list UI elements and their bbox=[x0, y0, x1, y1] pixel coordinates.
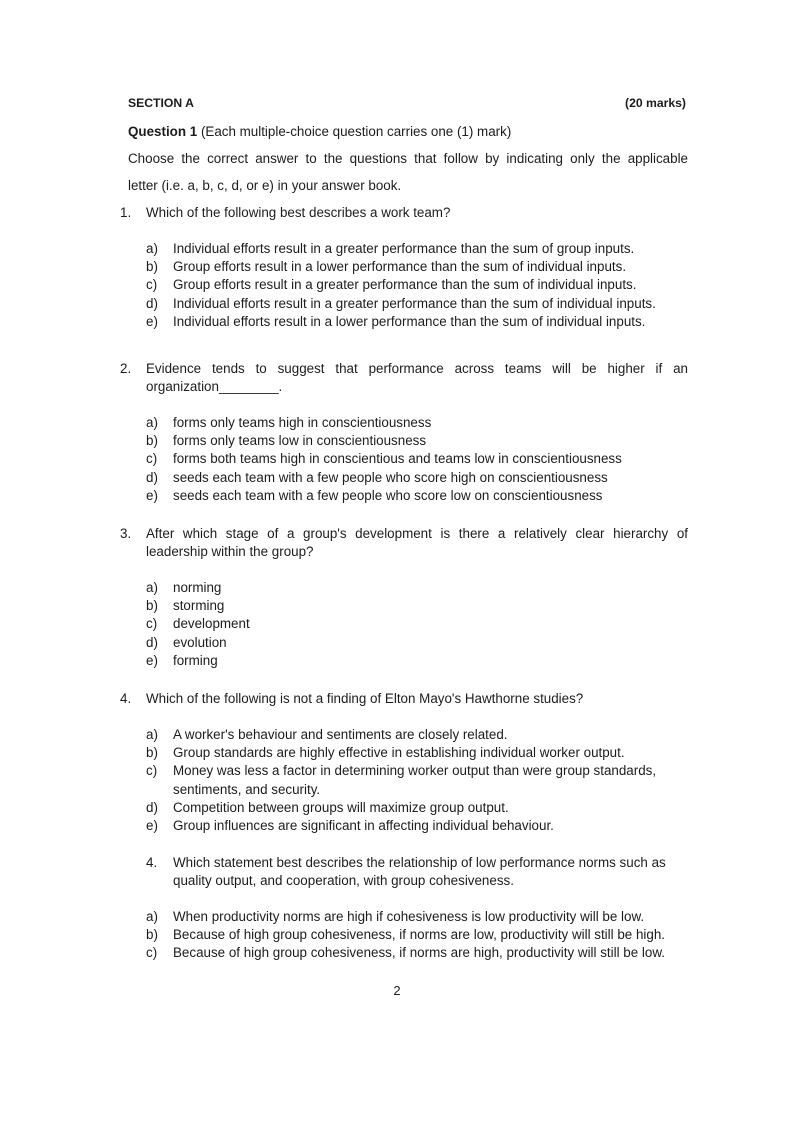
option-label: b) bbox=[146, 745, 158, 761]
option-list bbox=[146, 726, 688, 835]
option-label: d) bbox=[146, 634, 158, 650]
option-b bbox=[146, 597, 688, 615]
option-c bbox=[146, 450, 688, 468]
option-text: storming bbox=[173, 598, 225, 614]
question-stem: Which statement best describes the relationship of low performance norms such as quality output, and cooperation, with group cohesiveness. bbox=[173, 855, 666, 888]
option-text: Competition between groups will maximize group output. bbox=[173, 799, 509, 815]
option-d bbox=[146, 295, 688, 313]
option-label: a) bbox=[146, 580, 158, 595]
option-text: forms only teams low in conscientiousness bbox=[173, 433, 427, 449]
option-text: Group influences are significant in affecting individual behaviour. bbox=[173, 818, 554, 834]
option-text: Money was less a factor in determining worker output than were group standards, sentiments, and security. bbox=[173, 763, 657, 797]
option-text: A worker's behaviour and sentiments are closely related. bbox=[173, 727, 508, 742]
question-title-label: Question 1 bbox=[128, 124, 198, 139]
option-text: Individual efforts result in a greater performance than the sum of group inputs. bbox=[173, 241, 635, 256]
option-text: Group standards are highly effective in establishing individual worker output. bbox=[173, 745, 625, 761]
option-label: b) bbox=[146, 433, 158, 449]
option-text: Because of high group cohesiveness, if norms are high, productivity will still be low. bbox=[173, 945, 665, 961]
question-number: 2. bbox=[120, 361, 132, 376]
option-label: b) bbox=[146, 927, 158, 943]
option-text: Individual efforts result in a lower performance than the sum of individual inputs. bbox=[173, 313, 646, 329]
option-text: Because of high group cohesiveness, if norms are low, productivity will still be high. bbox=[173, 927, 665, 943]
option-list bbox=[146, 579, 688, 670]
option-d bbox=[146, 634, 688, 652]
option-a bbox=[146, 240, 688, 258]
option-list bbox=[146, 240, 688, 331]
option-e bbox=[146, 313, 688, 331]
option-text: Group efforts result in a greater performance than the sum of individual inputs. bbox=[173, 277, 637, 293]
option-label: c) bbox=[146, 277, 158, 293]
question-number: 3. bbox=[120, 526, 132, 541]
option-d bbox=[146, 469, 688, 487]
question-title bbox=[128, 124, 511, 139]
option-label: b) bbox=[146, 598, 158, 614]
option-label: c) bbox=[146, 616, 158, 632]
option-label: d) bbox=[146, 469, 158, 485]
option-label: c) bbox=[146, 451, 158, 467]
question-title-note: (Each multiple-choice question carries one (1) mark) bbox=[200, 124, 512, 139]
question-2 bbox=[120, 360, 688, 505]
option-label: a) bbox=[146, 909, 158, 924]
option-e bbox=[146, 652, 688, 670]
instructions-line-1: Choose the correct answer to the questions that follow by indicating only the applicable bbox=[128, 151, 688, 166]
option-text: evolution bbox=[173, 634, 227, 650]
section-marks: (20 marks) bbox=[625, 96, 686, 110]
option-b bbox=[146, 432, 688, 450]
option-label: e) bbox=[146, 313, 158, 329]
option-label: a) bbox=[146, 241, 158, 256]
option-c bbox=[146, 944, 688, 962]
section-header bbox=[128, 96, 686, 110]
option-text: forms both teams high in conscientious and teams low in conscientiousness bbox=[173, 451, 622, 467]
option-text: forms only teams high in conscientiousness bbox=[173, 415, 432, 430]
option-label: e) bbox=[146, 487, 158, 503]
question-4 bbox=[120, 690, 688, 835]
option-label: c) bbox=[146, 945, 158, 961]
question-3 bbox=[120, 525, 688, 670]
question-4-second-options bbox=[146, 908, 688, 963]
option-label: e) bbox=[146, 818, 158, 834]
option-label: b) bbox=[146, 259, 158, 275]
option-a bbox=[146, 579, 688, 597]
option-label: c) bbox=[146, 763, 158, 779]
option-list bbox=[146, 414, 688, 505]
question-stem: Evidence tends to suggest that performance across teams will be higher if an organization________. bbox=[146, 361, 688, 394]
option-c bbox=[146, 615, 688, 633]
option-a bbox=[146, 908, 688, 926]
option-text: norming bbox=[173, 580, 222, 595]
question-number: 4. bbox=[120, 691, 132, 706]
instructions-line-2: letter (i.e. a, b, c, d, or e) in your answer book. bbox=[128, 178, 402, 193]
option-text: seeds each team with a few people who score low on conscientiousness bbox=[173, 487, 603, 503]
question-stem: Which of the following best describes a work team? bbox=[146, 205, 451, 220]
option-label: a) bbox=[146, 727, 158, 742]
question-1 bbox=[120, 204, 688, 331]
option-text: Individual efforts result in a greater performance than the sum of individual inputs. bbox=[173, 295, 656, 311]
option-e bbox=[146, 487, 688, 505]
section-title: SECTION A bbox=[128, 96, 194, 110]
question-stem: After which stage of a group's development is there a relatively clear hierarchy of leadership within the group? bbox=[146, 526, 688, 559]
option-text: seeds each team with a few people who score high on conscientiousness bbox=[173, 469, 608, 485]
option-b bbox=[146, 744, 688, 762]
question-number: 4. bbox=[146, 855, 158, 870]
option-text: development bbox=[173, 616, 250, 632]
question-4-second bbox=[146, 854, 688, 890]
option-c bbox=[146, 276, 688, 294]
option-b bbox=[146, 926, 688, 944]
option-c bbox=[146, 762, 688, 798]
option-a bbox=[146, 414, 688, 432]
option-text: forming bbox=[173, 652, 218, 668]
option-label: a) bbox=[146, 415, 158, 430]
option-text: When productivity norms are high if cohesiveness is low productivity will be low. bbox=[173, 909, 645, 924]
option-d bbox=[146, 799, 688, 817]
option-text: Group efforts result in a lower performance than the sum of individual inputs. bbox=[173, 259, 627, 275]
page-number: 2 bbox=[393, 983, 401, 998]
option-label: d) bbox=[146, 799, 158, 815]
question-number: 1. bbox=[120, 205, 132, 220]
option-label: d) bbox=[146, 295, 158, 311]
option-label: e) bbox=[146, 652, 158, 668]
question-stem: Which of the following is not a finding of Elton Mayo's Hawthorne studies? bbox=[146, 691, 584, 706]
option-e bbox=[146, 817, 688, 835]
option-a bbox=[146, 726, 688, 744]
option-b bbox=[146, 258, 688, 276]
